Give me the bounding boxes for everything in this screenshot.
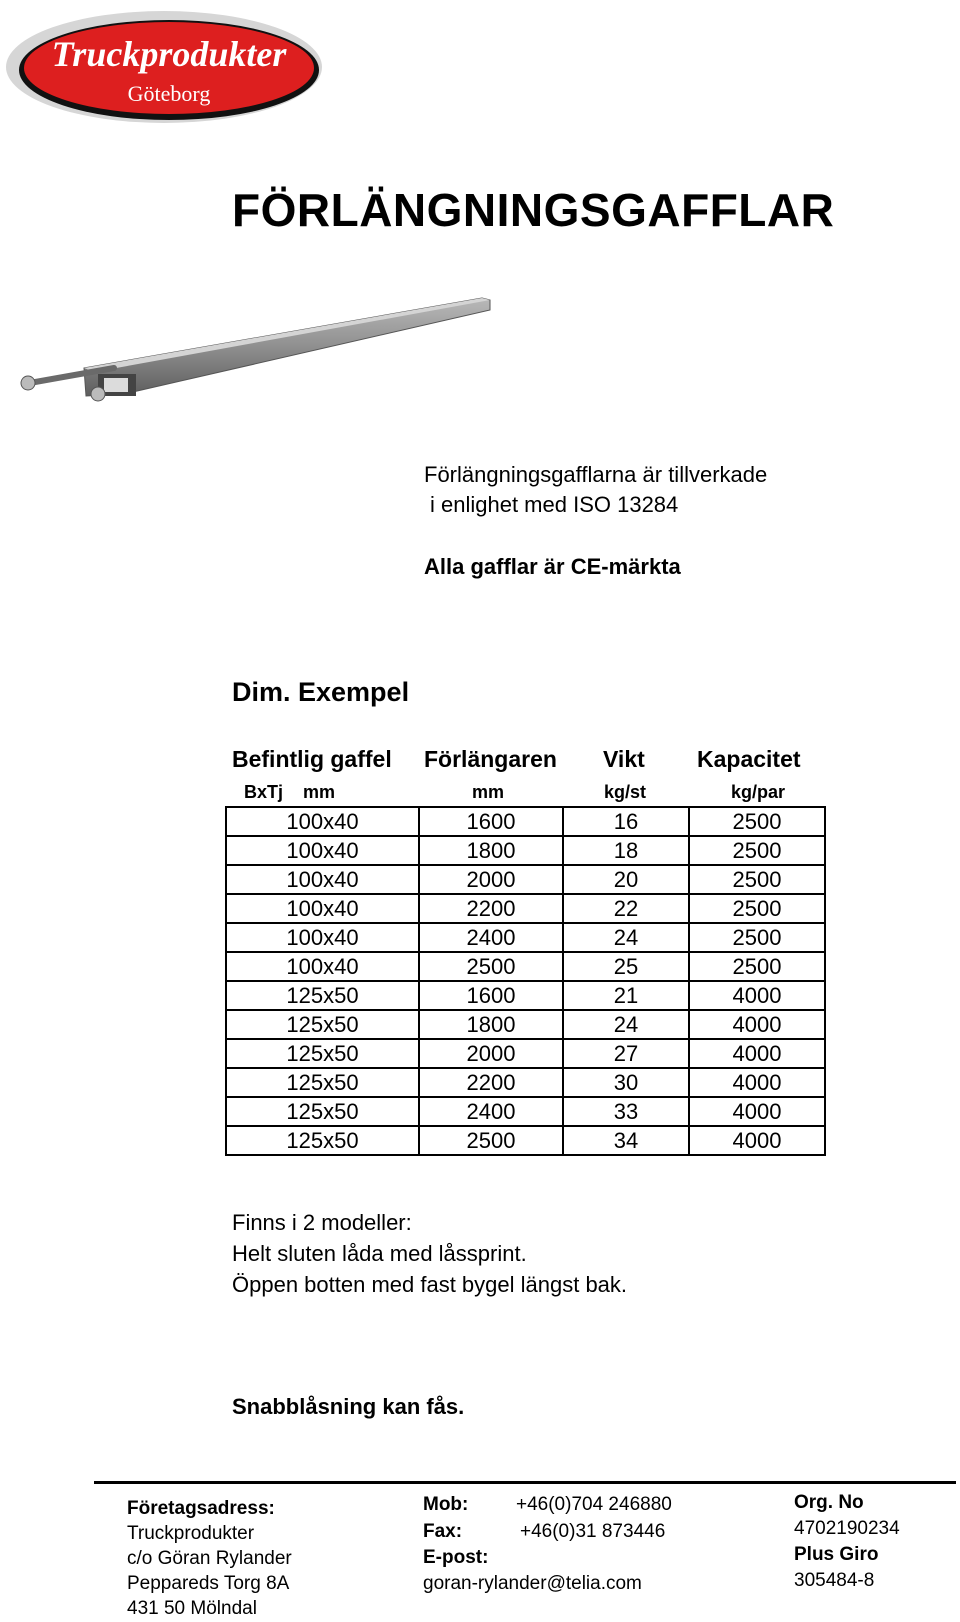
model-open-bottom: Öppen botten med fast bygel längst bak. [232, 1272, 628, 1297]
cell-capacity: 4000 [689, 1010, 825, 1039]
address-label: Företagsadress: [127, 1498, 275, 1519]
cell-extension-length: 2500 [419, 1126, 563, 1155]
cell-existing-fork: 100x40 [226, 952, 419, 981]
unit-weight: kg/st [604, 782, 647, 802]
cell-weight: 34 [563, 1126, 689, 1155]
dimension-heading: Dim. Exempel [232, 677, 410, 707]
cell-capacity: 4000 [689, 981, 825, 1010]
cell-existing-fork: 100x40 [226, 894, 419, 923]
cell-weight: 33 [563, 1097, 689, 1126]
header-existing-fork: Befintlig gaffel [232, 746, 392, 772]
cell-existing-fork: 100x40 [226, 923, 419, 952]
cell-weight: 20 [563, 865, 689, 894]
cell-existing-fork: 125x50 [226, 1039, 419, 1068]
table-row [226, 1039, 825, 1068]
header-weight: Vikt [603, 746, 645, 772]
table-row [226, 1097, 825, 1126]
header-capacity: Kapacitet [697, 746, 801, 772]
table-row [226, 981, 825, 1010]
address-line: 431 50 Mölndal [127, 1598, 257, 1619]
cell-capacity: 2500 [689, 894, 825, 923]
model-closed-box: Helt sluten låda med låssprint. [232, 1241, 527, 1266]
cell-extension-length: 1800 [419, 1010, 563, 1039]
ce-marking-note: Alla gafflar är CE-märkta [424, 554, 681, 579]
table-row [226, 865, 825, 894]
footer-divider [94, 1481, 956, 1484]
cell-extension-length: 1600 [419, 807, 563, 836]
quick-lock-note: Snabblåsning kan fås. [232, 1394, 465, 1419]
cell-existing-fork: 125x50 [226, 1126, 419, 1155]
cell-weight: 21 [563, 981, 689, 1010]
models-intro: Finns i 2 modeller: [232, 1210, 412, 1235]
cell-capacity: 4000 [689, 1097, 825, 1126]
cell-extension-length: 2400 [419, 1097, 563, 1126]
cell-extension-length: 2000 [419, 865, 563, 894]
cell-existing-fork: 125x50 [226, 1068, 419, 1097]
email-link[interactable]: goran-rylander@telia.com [423, 1573, 642, 1594]
cell-capacity: 2500 [689, 807, 825, 836]
table-row [226, 923, 825, 952]
cell-capacity: 4000 [689, 1068, 825, 1097]
cell-existing-fork: 100x40 [226, 865, 419, 894]
logo-name: Truckprodukter [51, 34, 287, 74]
cell-extension-length: 2400 [419, 923, 563, 952]
table-row [226, 1068, 825, 1097]
intro-line-1: Förlängningsgafflarna är tillverkade [424, 462, 768, 487]
cell-weight: 16 [563, 807, 689, 836]
cell-weight: 18 [563, 836, 689, 865]
table-row [226, 952, 825, 981]
cell-weight: 24 [563, 1010, 689, 1039]
header-extension: Förlängaren [424, 746, 557, 772]
fax-number: +46(0)31 873446 [520, 1521, 666, 1542]
unit-existing-fork: BxTj mm [244, 782, 336, 802]
company-logo [4, 4, 324, 124]
cell-extension-length: 2500 [419, 952, 563, 981]
email-label: E-post: [423, 1547, 489, 1568]
fork-extension-image [14, 296, 504, 416]
unit-extension: mm [472, 782, 505, 802]
cell-extension-length: 2000 [419, 1039, 563, 1068]
fax-label: Fax: [423, 1521, 463, 1542]
table-row [226, 1010, 825, 1039]
cell-capacity: 2500 [689, 865, 825, 894]
cell-weight: 30 [563, 1068, 689, 1097]
cell-existing-fork: 100x40 [226, 807, 419, 836]
table-row [226, 807, 825, 836]
table-row [226, 836, 825, 865]
org-number: 4702190234 [794, 1518, 900, 1539]
cell-existing-fork: 125x50 [226, 981, 419, 1010]
cell-existing-fork: 125x50 [226, 1010, 419, 1039]
cell-extension-length: 2200 [419, 1068, 563, 1097]
mobile-label: Mob: [423, 1494, 469, 1515]
logo-city: Göteborg [127, 81, 211, 106]
address-line: c/o Göran Rylander [127, 1548, 292, 1569]
cell-extension-length: 1600 [419, 981, 563, 1010]
cell-capacity: 4000 [689, 1039, 825, 1068]
org-label: Org. No [794, 1492, 864, 1513]
giro-label: Plus Giro [794, 1544, 879, 1565]
cell-weight: 25 [563, 952, 689, 981]
address-line: Peppareds Torg 8A [127, 1573, 290, 1594]
cell-weight: 24 [563, 923, 689, 952]
page-title: FÖRLÄNGNINGSGAFFLAR [232, 184, 835, 236]
dimensions-table [225, 806, 826, 1156]
cell-capacity: 2500 [689, 952, 825, 981]
table-row [226, 894, 825, 923]
cell-existing-fork: 125x50 [226, 1097, 419, 1126]
mobile-number: +46(0)704 246880 [516, 1494, 672, 1515]
unit-capacity: kg/par [731, 782, 786, 802]
cell-extension-length: 1800 [419, 836, 563, 865]
cell-weight: 22 [563, 894, 689, 923]
giro-number: 305484-8 [794, 1570, 875, 1591]
cell-capacity: 4000 [689, 1126, 825, 1155]
table-row [226, 1126, 825, 1155]
cell-extension-length: 2200 [419, 894, 563, 923]
intro-line-2: i enlighet med ISO 13284 [430, 492, 679, 517]
address-line: Truckprodukter [127, 1523, 255, 1544]
cell-capacity: 2500 [689, 923, 825, 952]
cell-weight: 27 [563, 1039, 689, 1068]
cell-capacity: 2500 [689, 836, 825, 865]
cell-existing-fork: 100x40 [226, 836, 419, 865]
